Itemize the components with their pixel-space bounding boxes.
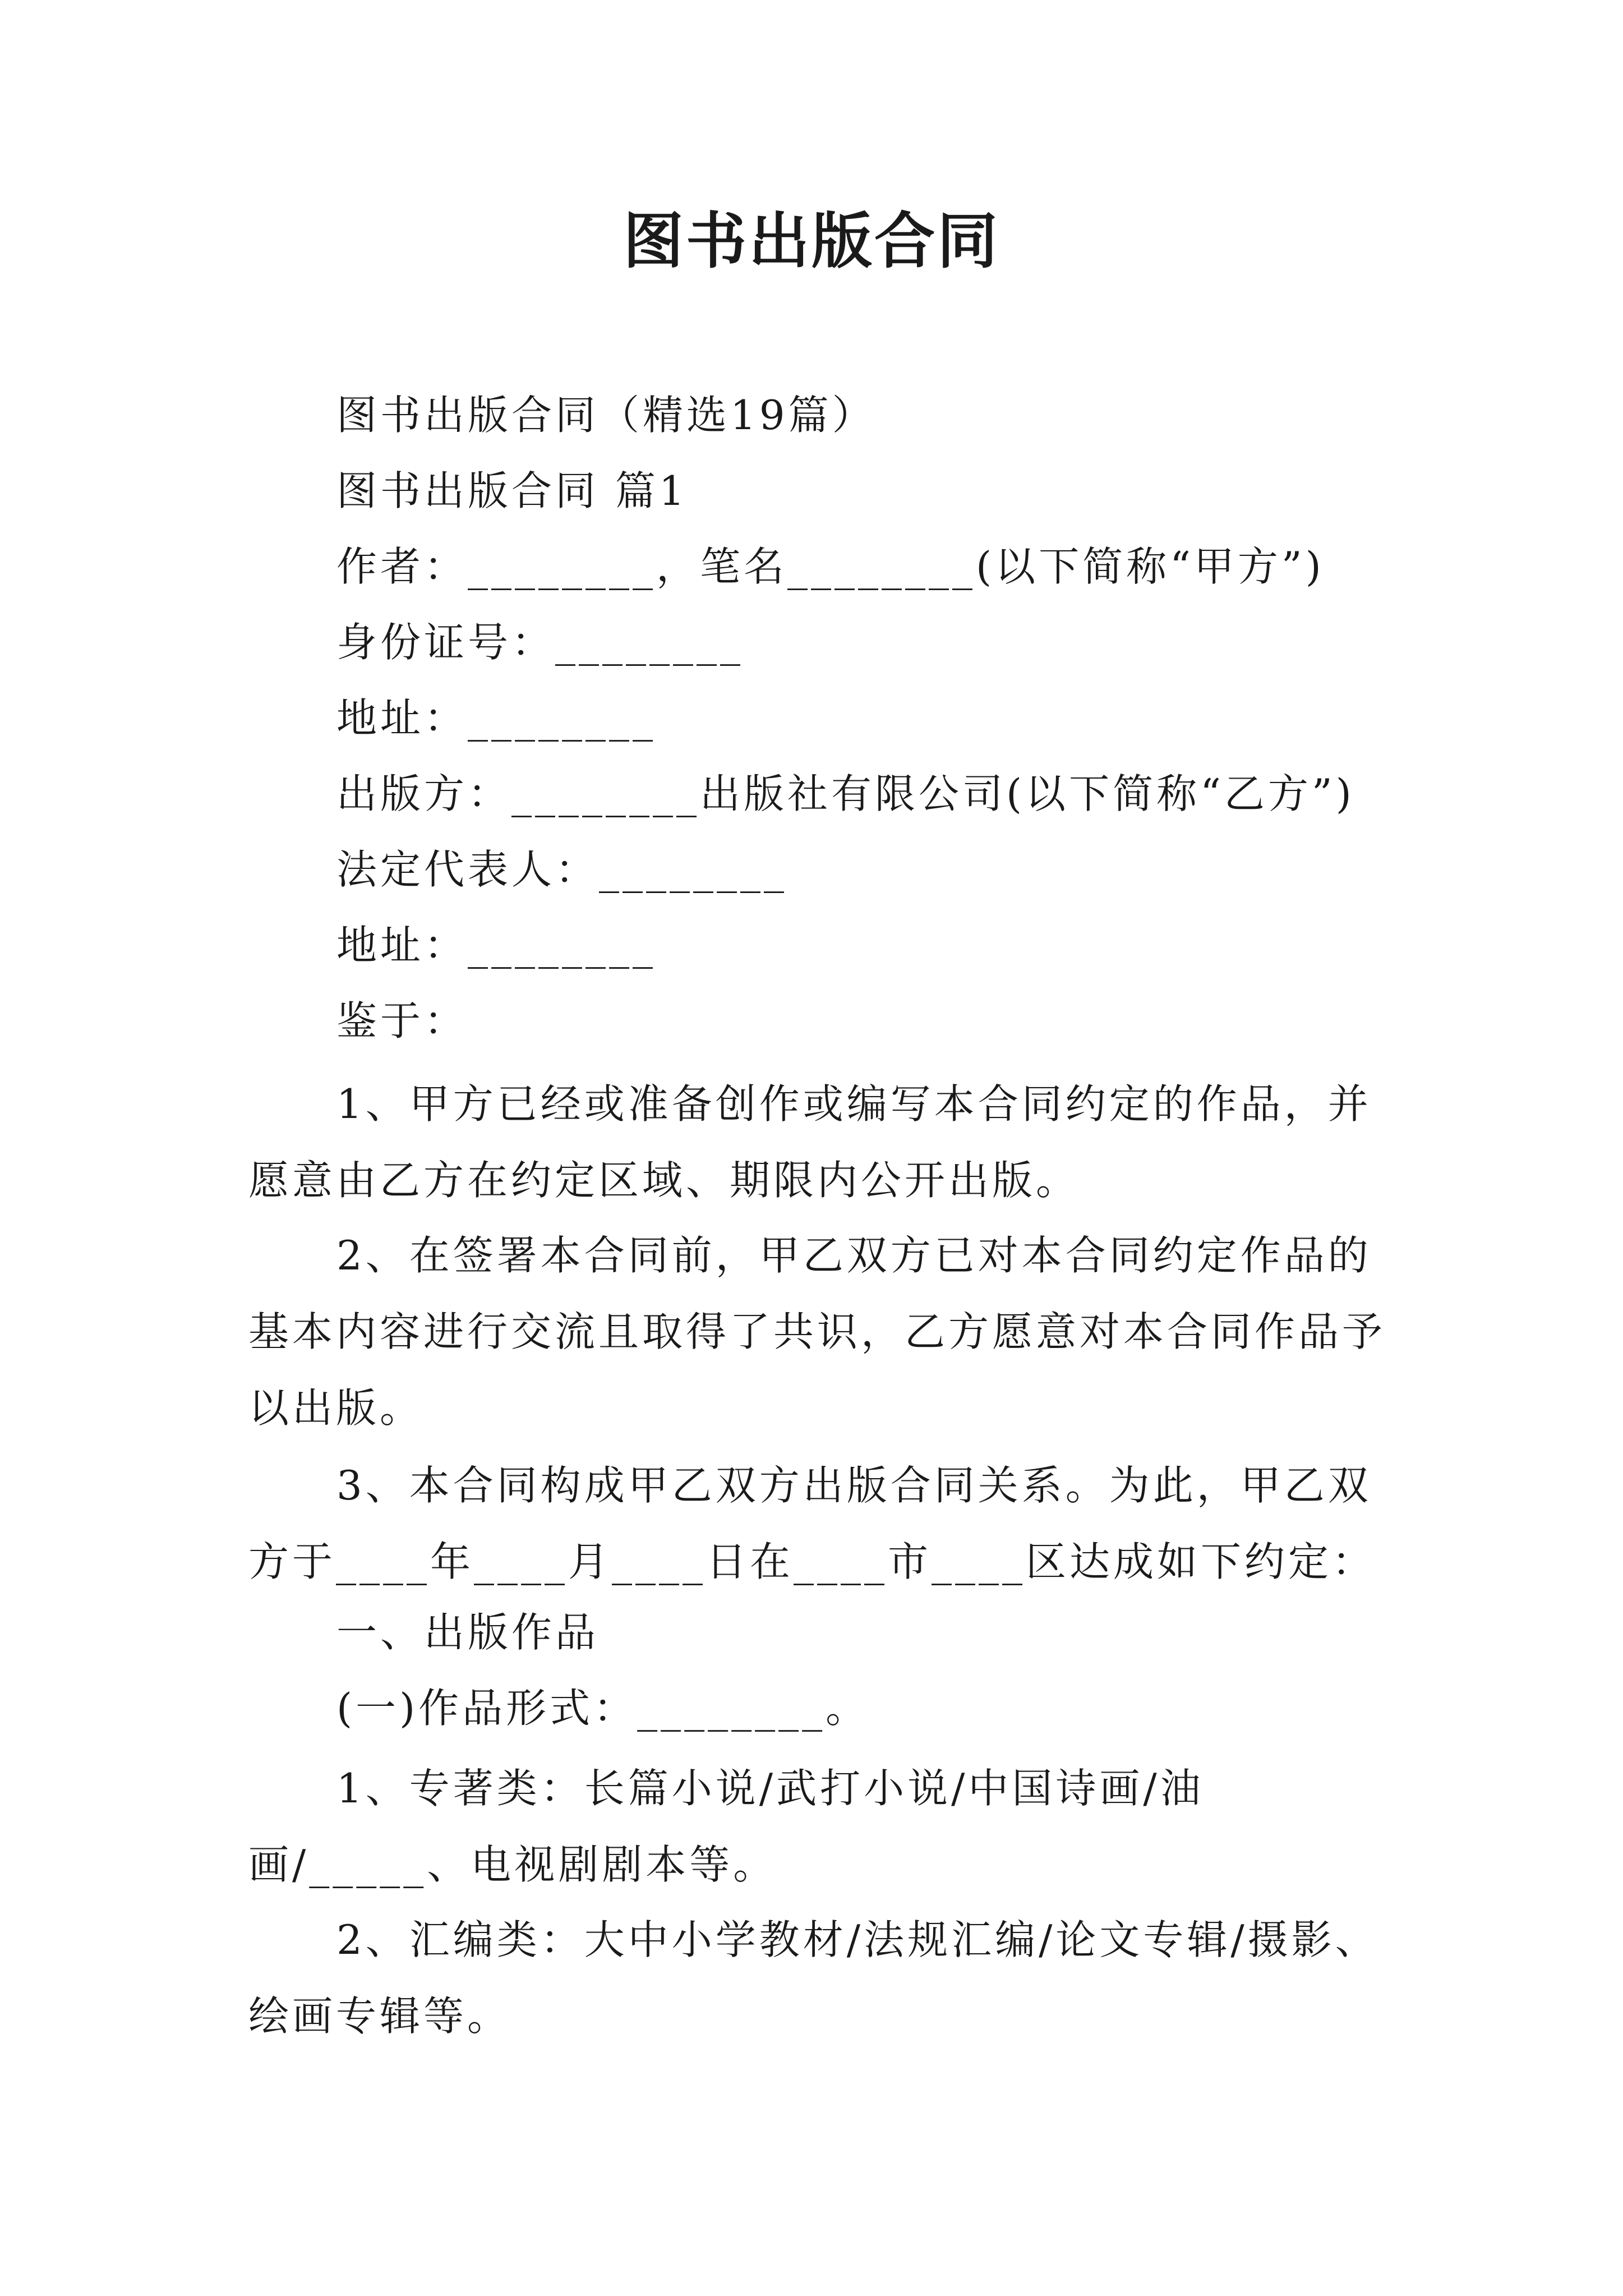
author-line: 作者：________，笔名________(以下简称“甲方”)	[336, 543, 1325, 590]
legal-rep-line: 法定代表人：________	[336, 846, 788, 893]
id-number-line: 身份证号：________	[336, 619, 744, 666]
whereas-item-3: 3、本合同构成甲乙双方出版合同关系。为此，甲乙双方于____年____月____日在____市____区达成如下约定：	[248, 1462, 1376, 1585]
whereas-item-2: 2、在签署本合同前，甲乙双方已对本合同约定作品的基本内容进行交流且取得了共识，乙方愿意对本合同作品予以出版。	[248, 1232, 1386, 1432]
form-item-2: 2、汇编类：大中小学教材/法规汇编/论文专辑/摄影、绘画专辑等。	[248, 1916, 1379, 2040]
publisher-line: 出版方：________出版社有限公司(以下简称“乙方”)	[336, 770, 1355, 817]
whereas-item-1: 1、甲方已经或准备创作或编写本合同约定的作品，并愿意由乙方在约定区域、期限内公开出版。	[248, 1080, 1372, 1204]
clause-heading-one: 一、出版作品	[336, 1609, 600, 1656]
form-item-1: 1、专著类：长篇小说/武打小说/中国诗画/油画/_____、电视剧剧本等。	[248, 1765, 1204, 1888]
whereas-line: 鉴于：	[336, 997, 468, 1045]
document-subtitle: 图书出版合同（精选19篇）	[336, 392, 876, 439]
section-heading: 图书出版合同 篇1	[336, 467, 688, 514]
document-title: 图书出版合同	[623, 206, 1000, 277]
address-line-a: 地址：________	[336, 694, 657, 742]
address-line-b: 地址：________	[336, 922, 657, 969]
clause-sub-one: (一)作品形式：________。	[336, 1685, 870, 1732]
